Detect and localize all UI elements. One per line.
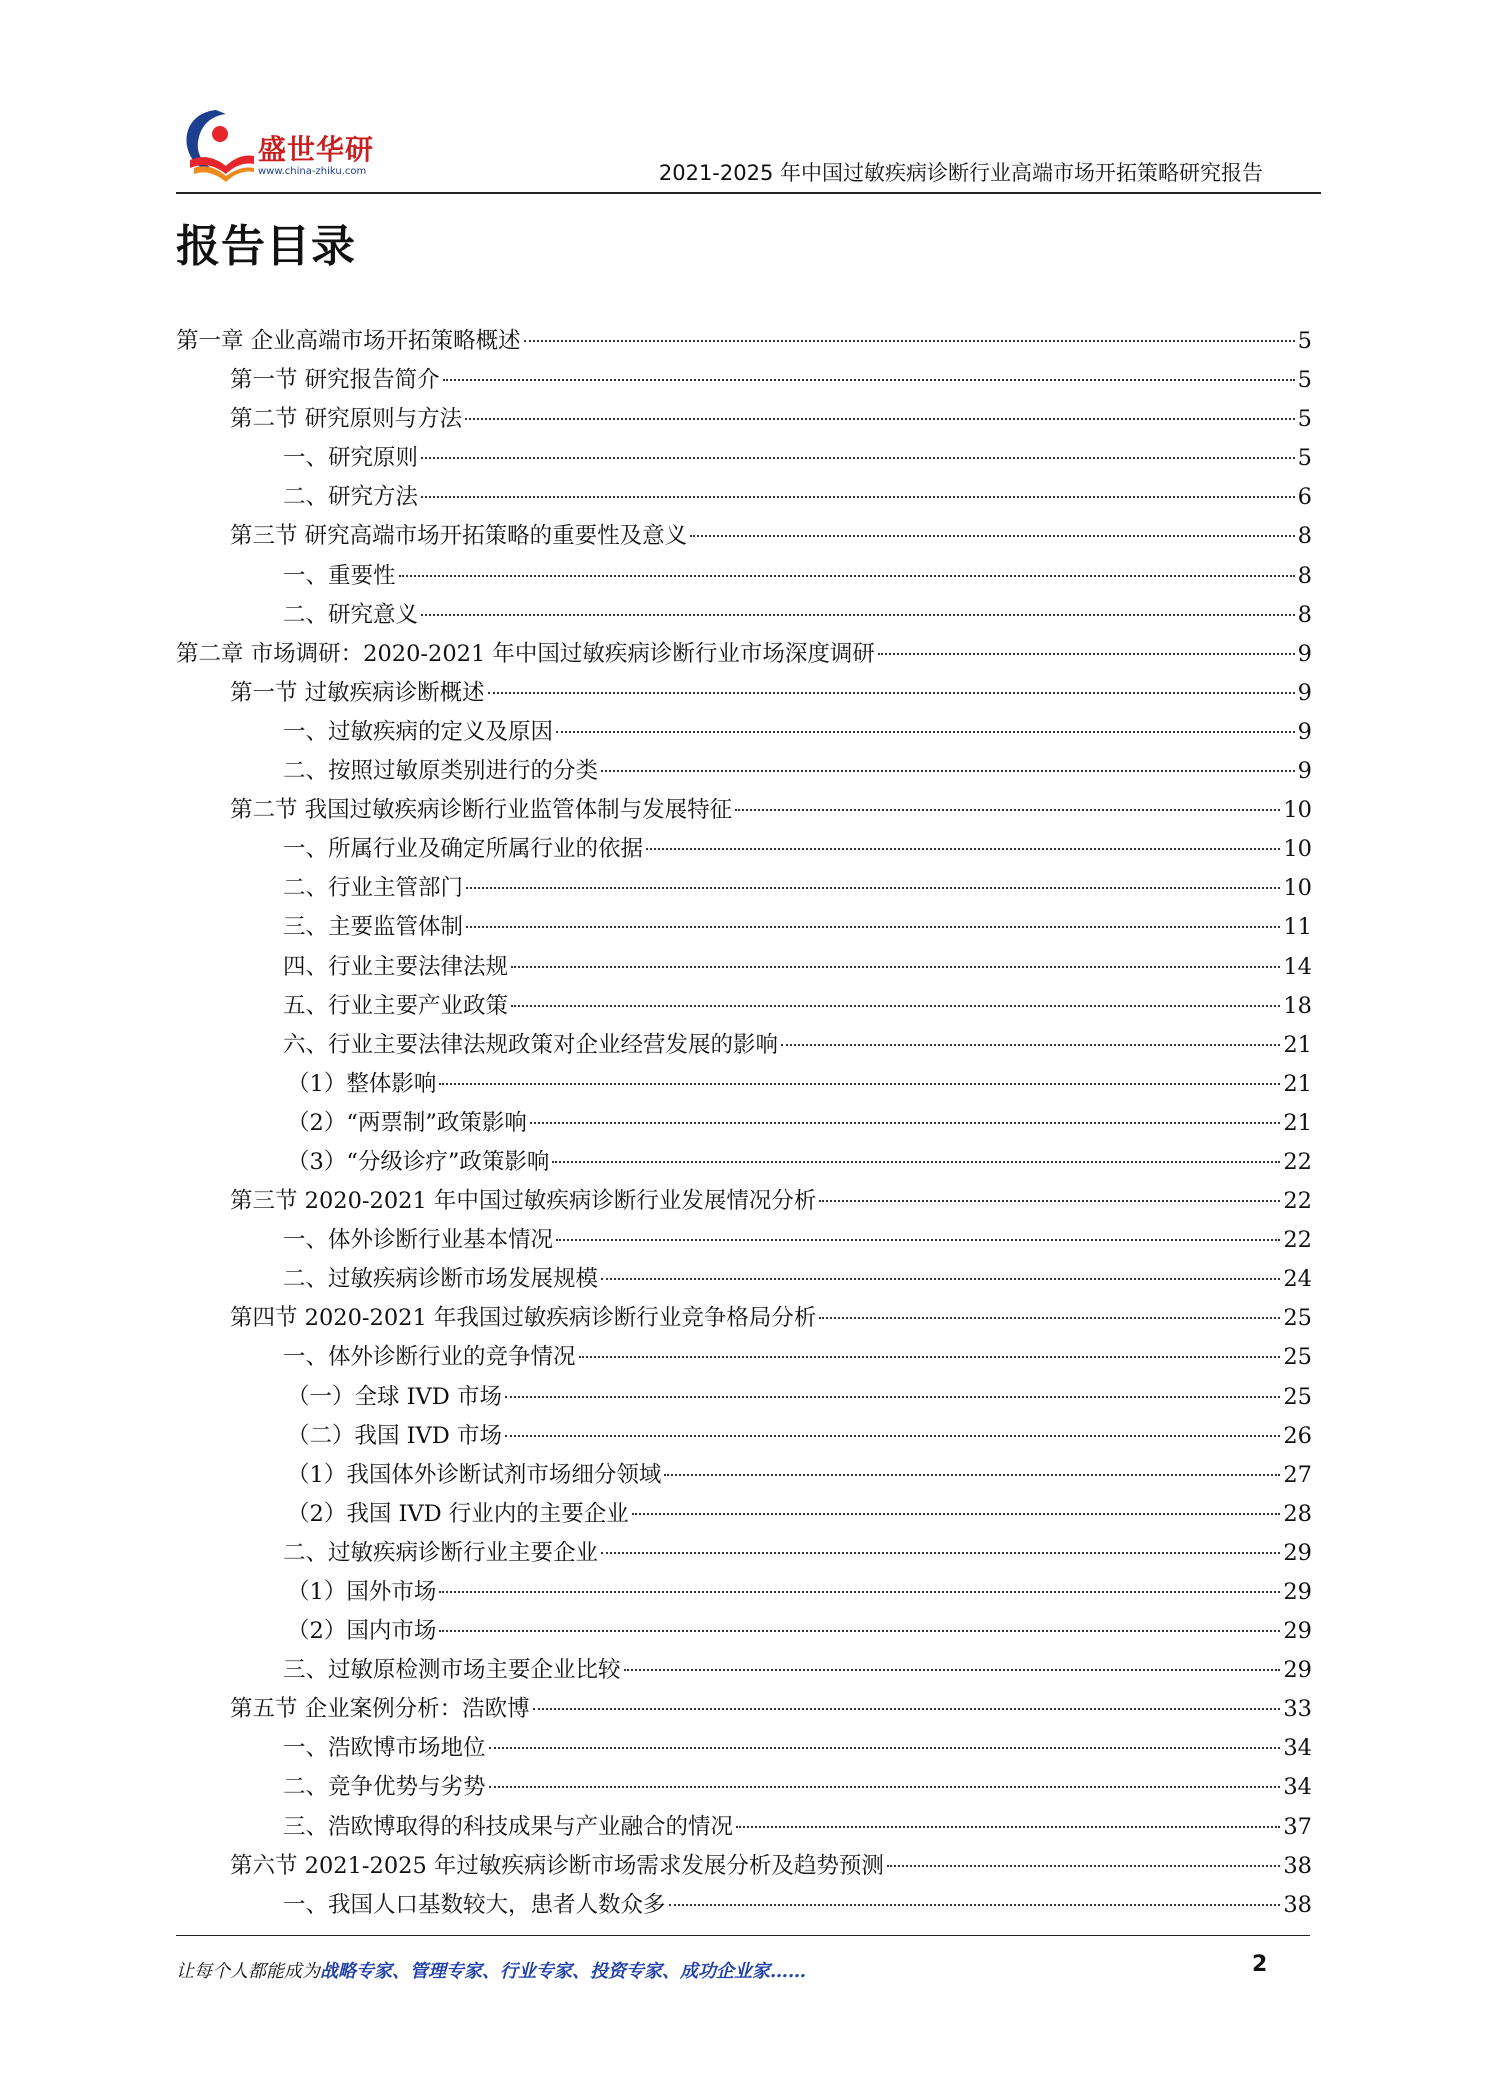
toc-entry-page: 9 — [1297, 758, 1312, 785]
toc-entry-label: 一、所属行业及确定所属行业的依据 — [283, 836, 644, 863]
toc-entry[interactable] — [176, 1456, 1312, 1495]
toc-dot-leader — [505, 1435, 1280, 1437]
toc-entry-label: （二）我国 IVD 市场 — [287, 1422, 502, 1449]
toc-entry-label: 二、研究意义 — [283, 601, 419, 628]
toc-dot-leader — [878, 653, 1295, 655]
toc-dot-leader — [735, 809, 1280, 811]
toc-entry-page: 37 — [1283, 1813, 1312, 1840]
toc-entry-label: 一、我国人口基数较大，患者人数众多 — [283, 1891, 666, 1918]
toc-dot-leader — [552, 1161, 1280, 1163]
toc-entry[interactable] — [176, 1847, 1312, 1886]
toc-dot-leader — [690, 535, 1295, 537]
toc-entry-page: 24 — [1283, 1266, 1312, 1293]
toc-entry-page: 21 — [1283, 1070, 1312, 1097]
toc-entry-label: 一、体外诊断行业的竞争情况 — [283, 1344, 576, 1371]
toc-entry-page: 26 — [1283, 1422, 1312, 1449]
toc-entry-label: 第一节 研究报告简介 — [230, 367, 440, 394]
toc-entry-label: 四、行业主要法律法规 — [283, 953, 509, 980]
toc-dot-leader — [439, 1630, 1280, 1632]
toc-entry[interactable] — [176, 478, 1312, 517]
toc-entry-label: 一、过敏疾病的定义及原因 — [283, 718, 554, 745]
toc-dot-leader — [736, 1826, 1280, 1828]
toc-dot-leader — [664, 1474, 1280, 1476]
header-divider — [176, 192, 1321, 194]
toc-entry-page: 21 — [1283, 1031, 1312, 1058]
toc-entry[interactable] — [176, 1573, 1312, 1612]
document-title: 2021-2025 年中国过敏疾病诊断行业高端市场开拓策略研究报告 — [658, 161, 1263, 185]
toc-dot-leader — [819, 1317, 1280, 1319]
toc-dot-leader — [624, 1669, 1281, 1671]
toc-dot-leader — [530, 1122, 1281, 1124]
toc-entry-page: 8 — [1297, 523, 1312, 550]
toc-dot-leader — [646, 848, 1280, 850]
toc-dot-leader — [443, 379, 1295, 381]
toc-entry-label: 二、行业主管部门 — [283, 875, 464, 902]
toc-entry[interactable] — [176, 1104, 1312, 1143]
toc-entry-page: 9 — [1297, 679, 1312, 706]
toc-entry-label: 二、竞争优势与劣势 — [283, 1774, 486, 1801]
toc-dot-leader — [439, 1591, 1280, 1593]
toc-entry[interactable] — [176, 439, 1312, 478]
toc-entry[interactable] — [176, 517, 1312, 556]
toc-entry-label: （2）我国 IVD 行业内的主要企业 — [287, 1500, 629, 1527]
toc-entry[interactable] — [176, 596, 1312, 635]
toc-entry-page: 33 — [1283, 1696, 1312, 1723]
logo-name: 盛世华研 — [258, 133, 375, 166]
toc-entry-page: 10 — [1283, 797, 1312, 824]
toc-entry-label: 第六节 2021-2025 年过敏疾病诊断市场需求发展分析及趋势预测 — [230, 1852, 884, 1879]
toc-entry-page: 29 — [1283, 1539, 1312, 1566]
toc-entry[interactable] — [176, 791, 1312, 830]
toc-entry[interactable] — [176, 1886, 1312, 1925]
toc-dot-leader — [556, 731, 1295, 733]
toc-dot-leader — [669, 1904, 1281, 1906]
toc-dot-leader — [439, 1083, 1280, 1085]
toc-entry-page: 6 — [1297, 484, 1312, 511]
toc-entry-label: 第二章 市场调研：2020-2021 年中国过敏疾病诊断行业市场深度调研 — [176, 640, 875, 667]
toc-dot-leader — [505, 1396, 1280, 1398]
toc-dot-leader — [466, 887, 1280, 889]
toc-entry[interactable] — [176, 948, 1312, 987]
toc-dot-leader — [556, 1239, 1280, 1241]
toc-dot-leader — [524, 340, 1295, 342]
toc-entry-page: 9 — [1297, 640, 1312, 667]
toc-dot-leader — [601, 770, 1295, 772]
toc-entry[interactable] — [176, 1651, 1312, 1690]
toc-entry-page: 21 — [1283, 1109, 1312, 1136]
toc-entry-page: 22 — [1283, 1188, 1312, 1215]
toc-entry-page: 18 — [1283, 992, 1312, 1019]
footer-slogan-lead: 让每个人都能成为 — [176, 1961, 320, 1982]
footer-slogan — [176, 1957, 806, 1983]
toc-entry-label: 第一章 企业高端市场开拓策略概述 — [176, 328, 521, 354]
toc-dot-leader — [421, 614, 1295, 616]
toc-dot-leader — [511, 1005, 1280, 1007]
toc-entry-label: 第四节 2020-2021 年我国过敏疾病诊断行业竞争格局分析 — [230, 1305, 817, 1332]
toc-entry-label: 三、浩欧博取得的科技成果与产业融合的情况 — [283, 1813, 734, 1840]
toc-entry[interactable] — [176, 830, 1312, 869]
toc-entry-label: 二、按照过敏原类别进行的分类 — [283, 758, 599, 785]
toc-entry[interactable] — [176, 674, 1312, 713]
toc-entry-page: 25 — [1283, 1305, 1312, 1332]
toc-entry[interactable] — [176, 908, 1312, 947]
toc-entry-page: 11 — [1283, 914, 1312, 941]
toc-entry-page: 25 — [1283, 1383, 1312, 1410]
toc-entry[interactable] — [176, 361, 1312, 400]
toc-entry-page: 34 — [1283, 1774, 1312, 1801]
toc-entry[interactable] — [176, 713, 1312, 752]
toc-dot-leader — [601, 1552, 1280, 1554]
toc-entry-page: 29 — [1283, 1657, 1312, 1684]
toc-entry-label: 二、过敏疾病诊断市场发展规模 — [283, 1266, 599, 1293]
toc-entry-label: （1）我国体外诊断试剂市场细分领域 — [287, 1461, 662, 1488]
toc-entry[interactable] — [176, 1143, 1312, 1182]
toc-entry[interactable] — [176, 1221, 1312, 1260]
toc-entry[interactable] — [176, 1808, 1312, 1847]
toc-entry-page: 8 — [1297, 562, 1312, 589]
toc-entry-label: 第一节 过敏疾病诊断概述 — [230, 679, 485, 706]
toc-entry-label: 一、浩欧博市场地位 — [283, 1735, 486, 1762]
toc-entry-label: 第二节 研究原则与方法 — [230, 406, 463, 433]
toc-dot-leader — [511, 966, 1280, 968]
toc-dot-leader — [421, 457, 1295, 459]
toc-entry[interactable] — [176, 1026, 1312, 1065]
logo-emblem-icon — [176, 104, 256, 186]
toc-entry[interactable] — [176, 1612, 1312, 1651]
toc-entry[interactable] — [176, 1065, 1312, 1104]
toc-dot-leader — [781, 1044, 1280, 1046]
toc-entry-label: 第五节 企业案例分析：浩欧博 — [230, 1696, 530, 1723]
toc-entry-label: 第三节 研究高端市场开拓策略的重要性及意义 — [230, 523, 688, 550]
toc-dot-leader — [489, 1786, 1281, 1788]
footer-slogan-highlight: 战略专家、管理专家、行业专家、投资专家、成功企业家…… — [320, 1961, 806, 1982]
toc-dot-leader — [399, 575, 1295, 577]
toc-dot-leader — [421, 496, 1295, 498]
toc-entry-label: （1）国外市场 — [287, 1579, 437, 1605]
toc-entry-page: 9 — [1297, 718, 1312, 745]
toc-dot-leader — [632, 1513, 1281, 1515]
toc-entry[interactable] — [176, 1260, 1312, 1299]
toc-entry-page: 5 — [1297, 445, 1312, 472]
toc-entry-page: 29 — [1283, 1618, 1312, 1645]
toc-entry-page: 28 — [1283, 1500, 1312, 1527]
toc-entry[interactable] — [176, 1299, 1312, 1338]
toc-entry-label: 第三节 2020-2021 年中国过敏疾病诊断行业发展情况分析 — [230, 1188, 817, 1215]
toc-entry-page: 38 — [1283, 1891, 1312, 1918]
footer-divider — [176, 1935, 1310, 1936]
toc-entry-label: 一、重要性 — [283, 562, 396, 589]
toc-entry[interactable] — [176, 987, 1312, 1026]
toc-entry[interactable] — [176, 1417, 1312, 1456]
toc-entry[interactable] — [176, 752, 1312, 791]
toc-entry-label: （3）“分级诊疗”政策影响 — [287, 1148, 550, 1175]
toc-entry-label: （1）整体影响 — [287, 1070, 437, 1097]
toc-entry[interactable] — [176, 869, 1312, 908]
toc-dot-leader — [887, 1865, 1280, 1867]
toc-entry[interactable] — [176, 1495, 1312, 1534]
toc-entry-label: 第二节 我国过敏疾病诊断行业监管体制与发展特征 — [230, 797, 733, 824]
toc-dot-leader — [465, 418, 1295, 420]
toc-entry-page: 25 — [1283, 1344, 1312, 1371]
toc-entry[interactable] — [176, 1182, 1312, 1221]
toc-entry-page: 22 — [1283, 1148, 1312, 1175]
toc-entry-page: 5 — [1297, 328, 1312, 354]
table-of-contents — [176, 322, 1312, 1925]
toc-entry-page: 29 — [1283, 1579, 1312, 1605]
toc-entry-label: 一、研究原则 — [283, 445, 419, 472]
toc-entry-page: 5 — [1297, 367, 1312, 394]
toc-dot-leader — [489, 1747, 1281, 1749]
toc-entry-label: 六、行业主要法律法规政策对企业经营发展的影响 — [283, 1031, 779, 1058]
toc-entry-label: 一、体外诊断行业基本情况 — [283, 1227, 554, 1254]
toc-entry[interactable] — [176, 557, 1312, 596]
toc-entry[interactable] — [176, 1768, 1312, 1807]
toc-entry-label: （2）“两票制”政策影响 — [287, 1109, 527, 1136]
toc-dot-leader — [488, 692, 1295, 694]
toc-dot-leader — [466, 926, 1280, 928]
toc-entry[interactable] — [176, 1338, 1312, 1377]
company-logo — [176, 104, 476, 186]
toc-entry[interactable] — [176, 1378, 1312, 1417]
toc-entry-page: 10 — [1283, 836, 1312, 863]
toc-entry[interactable] — [176, 1534, 1312, 1573]
toc-dot-leader — [601, 1278, 1280, 1280]
toc-entry-page: 14 — [1283, 953, 1312, 980]
page-number: 2 — [1252, 1952, 1268, 1977]
toc-entry-page: 34 — [1283, 1735, 1312, 1762]
toc-entry[interactable] — [176, 635, 1312, 674]
toc-entry[interactable] — [176, 1729, 1312, 1768]
toc-entry-label: （2）国内市场 — [287, 1618, 437, 1645]
toc-dot-leader — [579, 1356, 1281, 1358]
logo-url: www.china-zhiku.com — [258, 166, 367, 177]
toc-entry-page: 22 — [1283, 1227, 1312, 1254]
toc-entry-page: 38 — [1283, 1852, 1312, 1879]
toc-entry-label: 五、行业主要产业政策 — [283, 992, 509, 1019]
toc-entry[interactable] — [176, 400, 1312, 439]
toc-entry-page: 10 — [1283, 875, 1312, 902]
toc-entry-page: 8 — [1297, 601, 1312, 628]
toc-entry-label: 二、研究方法 — [283, 484, 419, 511]
toc-entry-label: 三、过敏原检测市场主要企业比较 — [283, 1657, 621, 1684]
toc-entry-label: 二、过敏疾病诊断行业主要企业 — [283, 1539, 599, 1566]
toc-entry-label: 三、主要监管体制 — [283, 914, 464, 941]
toc-entry[interactable] — [176, 322, 1312, 361]
toc-dot-leader — [819, 1200, 1280, 1202]
toc-entry-page: 27 — [1283, 1461, 1312, 1488]
toc-entry[interactable] — [176, 1690, 1312, 1729]
toc-entry-label: （一）全球 IVD 市场 — [287, 1383, 502, 1410]
page-title: 报告目录 — [176, 221, 356, 272]
toc-entry-page: 5 — [1297, 406, 1312, 433]
toc-dot-leader — [533, 1708, 1281, 1710]
